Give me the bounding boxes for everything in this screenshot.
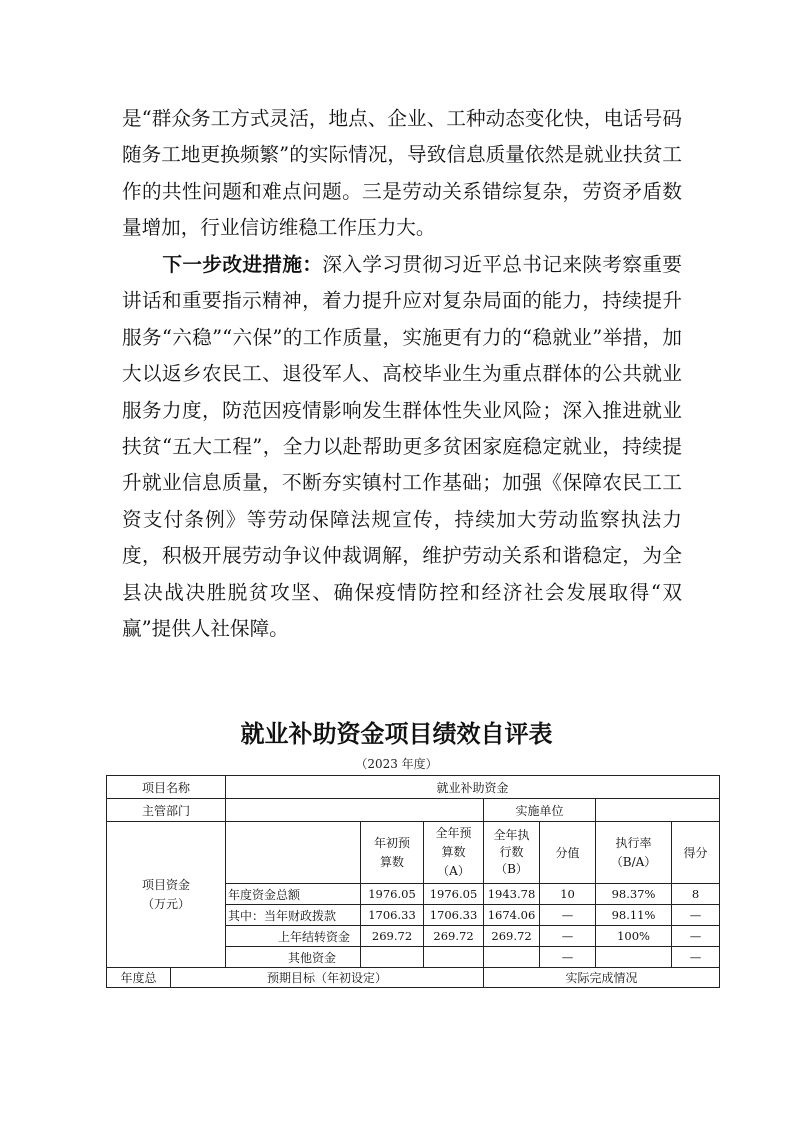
cell-executed: 1943.78 (484, 884, 540, 905)
cell-rate: 98.37% (596, 884, 672, 905)
table-year: （2023 年度） (355, 757, 438, 771)
cell-initial: 269.72 (361, 926, 424, 947)
table-row (107, 822, 720, 884)
table-row (107, 776, 720, 799)
cell-annual: 1706.33 (424, 905, 484, 926)
cell-score: — (672, 905, 720, 926)
paragraph-problems: 是“群众务工方式灵活，地点、企业、工种动态变化快，电话号码随务工地更换频繁”的实际情况，导致信息质量依然是就业扶贫工作的共性问题和难点问题。三是劳动关系错综复杂，劳资矛盾数量增加，行业信访维稳工作压力大。 (122, 107, 682, 240)
header-executed: 全年执行数（B） (484, 822, 540, 884)
header-initial-budget: 年初预算数 (361, 822, 424, 884)
table-title: 就业补助资金项目绩效自评表 (240, 720, 553, 748)
project-name-value: 就业补助资金 (226, 776, 720, 799)
performance-table (106, 775, 720, 988)
cell-score: 8 (672, 884, 720, 905)
header-blank (226, 822, 361, 884)
cell-score: — (672, 947, 720, 968)
row-label: 其他资金 (226, 947, 361, 968)
row-label: 年度资金总额 (226, 884, 361, 905)
impl-value (596, 799, 720, 822)
cell-annual (424, 947, 484, 968)
table-row (107, 799, 720, 822)
cell-rate: 100% (596, 926, 672, 947)
dept-value (226, 799, 484, 822)
cell-initial: 1706.33 (361, 905, 424, 926)
goal-expected: 预期目标（年初设定） (171, 968, 484, 988)
goal-label: 年度总 (107, 968, 171, 988)
cell-rate (596, 947, 672, 968)
header-annual-budget: 全年预算数（A） (424, 822, 484, 884)
cell-executed (484, 947, 540, 968)
goal-actual: 实际完成情况 (484, 968, 720, 988)
cell-value: — (540, 905, 596, 926)
improvements-body: 深入学习贯彻习近平总书记来陕考察重要讲话和重要指示精神，着力提升应对复杂局面的能力，持续提升服务“六稳”“六保”的工作质量，实施更有力的“稳就业”举措，加大以返乡农民工、退役军人、高校毕业生为重点群体的公共就业服务力度，防范因疫情影响发生群体性失业风险；深入推进就业扶贫“五大工程”，全力以赴帮助更多贫困家庭稳定就业，持续提升就业信息质量，不断夯实镇村工作基础；加强《保障农民工工资支付条例》等劳动保障法规宣传，持续加大劳动监察执法力度，积极开展劳动争议仲裁调解，维护劳动关系和谐稳定，为全县决战决胜脱贫攻坚、确保疫情防控和经济社会发展取得“双赢”提供人社保障。 (122, 253, 682, 641)
cell-executed: 1674.06 (484, 905, 540, 926)
cell-rate: 98.11% (596, 905, 672, 926)
cell-initial: 1976.05 (361, 884, 424, 905)
paragraph-improvements (122, 247, 682, 647)
cell-value: 10 (540, 884, 596, 905)
cell-annual: 269.72 (424, 926, 484, 947)
improvements-heading: 下一步改进措施： (162, 253, 323, 276)
impl-label: 实施单位 (484, 799, 596, 822)
cell-score: — (672, 926, 720, 947)
cell-value: — (540, 926, 596, 947)
row-label: 其中：当年财政拨款 (226, 905, 361, 926)
dept-label: 主管部门 (107, 799, 226, 822)
header-score: 得分 (672, 822, 720, 884)
cell-executed: 269.72 (484, 926, 540, 947)
row-label: 上年结转资金 (226, 926, 361, 947)
funds-label: 项目资金（万元） (107, 822, 226, 968)
project-name-label: 项目名称 (107, 776, 226, 799)
header-score-value: 分值 (540, 822, 596, 884)
cell-annual: 1976.05 (424, 884, 484, 905)
table-row (107, 968, 720, 988)
cell-value: — (540, 947, 596, 968)
header-exec-rate: 执行率（B/A） (596, 822, 672, 884)
cell-initial (361, 947, 424, 968)
